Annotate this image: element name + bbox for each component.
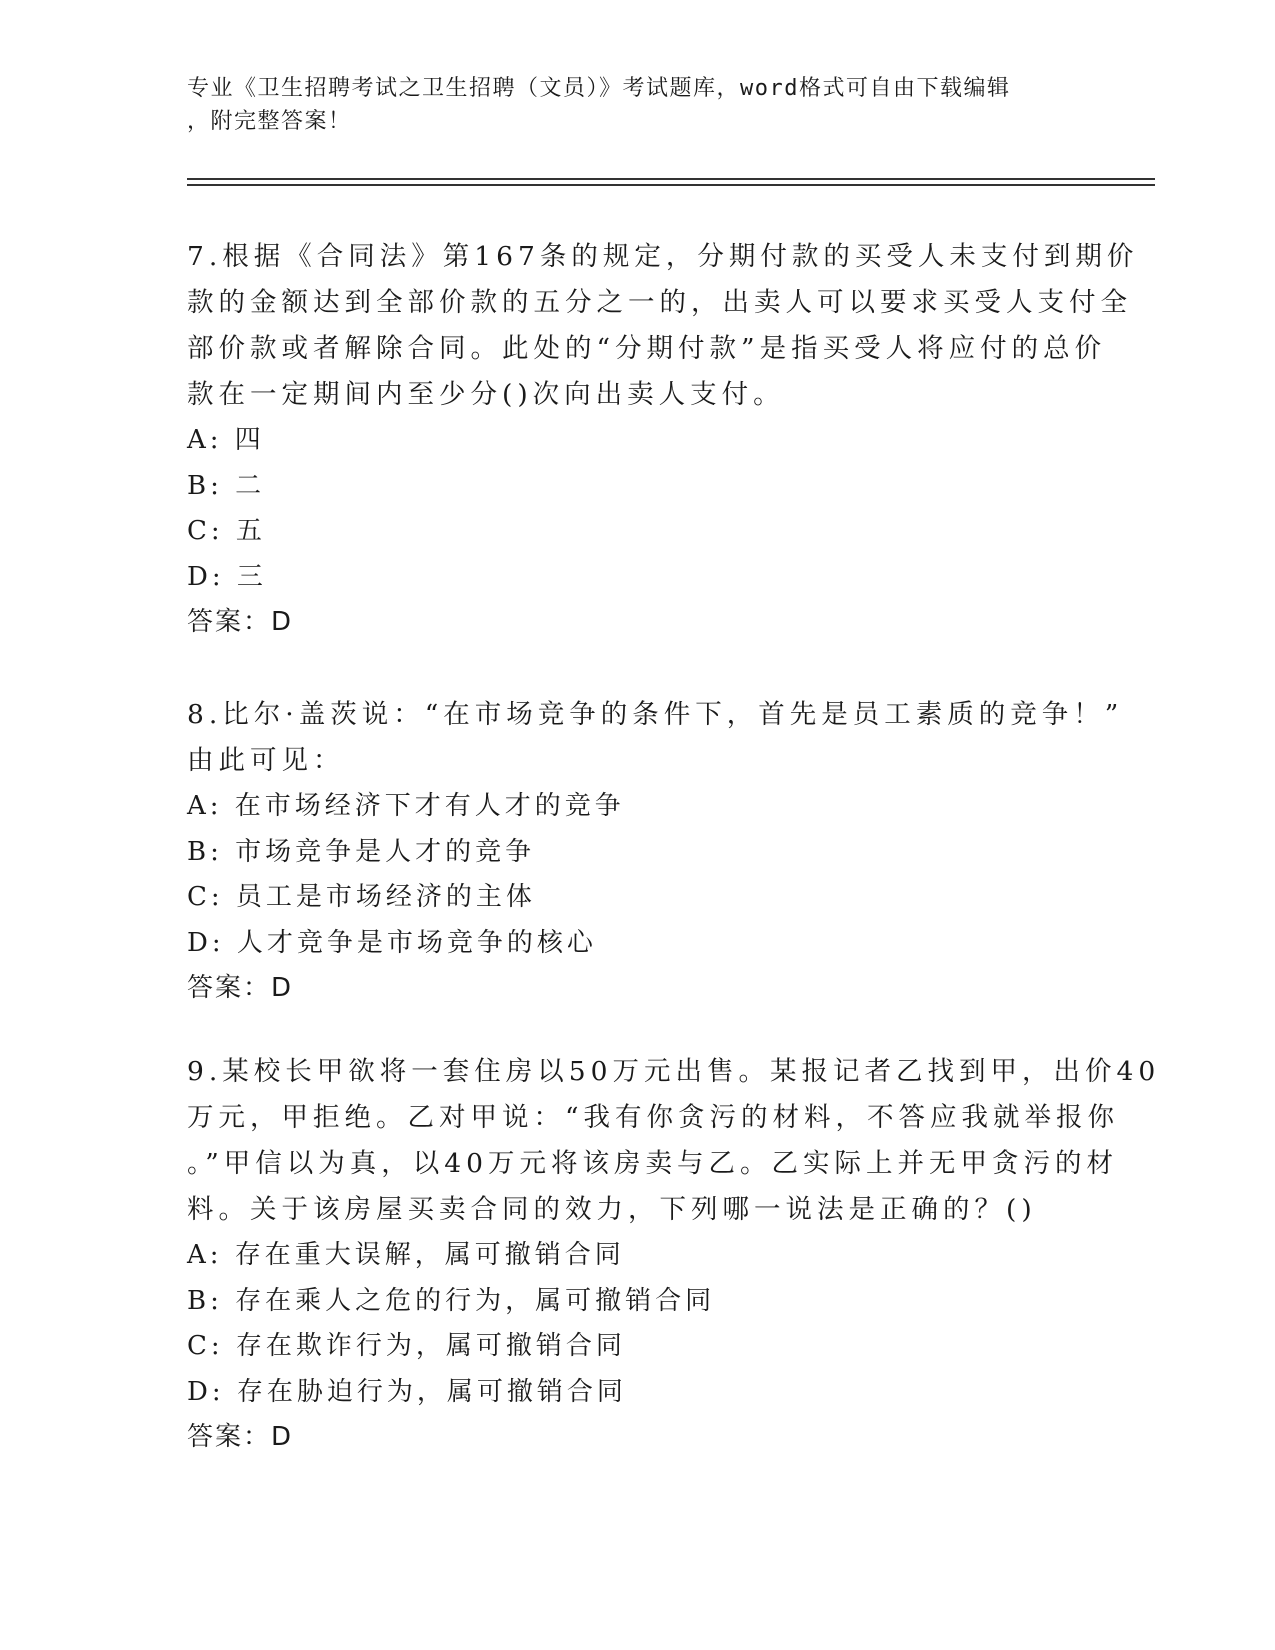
header-line: ，附完整答案！ [187, 109, 352, 134]
document-header [187, 72, 1067, 138]
option-d: D: 人才竞争是市场竞争的核心 [187, 927, 597, 958]
question-stem-line: 8.比尔·盖茨说：“在市场竞争的条件下，首先是员工素质的竞争！” [187, 699, 1124, 730]
question-7 [187, 234, 1139, 646]
question-stem-line: 9.某校长甲欲将一套住房以50万元出售。某报记者乙找到甲，出价40 [187, 1056, 1161, 1087]
option-b: B: 二 [187, 470, 266, 501]
option-a: A: 在市场经济下才有人才的竞争 [187, 791, 625, 821]
answer: 答案：D [187, 1422, 294, 1452]
header-line: 专业《卫生招聘考试之卫生招聘（文员）》考试题库，word格式可自由下载编辑 [187, 76, 1011, 101]
question-9 [187, 1049, 1161, 1461]
option-d: D: 三 [187, 561, 267, 592]
answer: 答案：D [187, 973, 294, 1003]
header-divider [187, 184, 1155, 186]
question-stem-line: 部价款或者解除合同。此处的“分期付款”是指买受人将应付的总价 [187, 333, 1107, 364]
question-stem-line: 万元，甲拒绝。乙对甲说：“我有你贪污的材料，不答应我就举报你 [187, 1102, 1120, 1133]
header-divider [187, 178, 1155, 180]
question-8 [187, 692, 1124, 1012]
option-a: A: 四 [187, 425, 265, 455]
option-c: C: 五 [187, 516, 266, 546]
question-stem-line: 款在一定期间内至少分()次向出卖人支付。 [187, 379, 785, 410]
question-stem-line: 款的金额达到全部价款的五分之一的，出卖人可以要求买受人支付全 [187, 287, 1132, 318]
answer: 答案：D [187, 607, 294, 637]
option-c: C: 存在欺诈行为，属可撤销合同 [187, 1331, 626, 1361]
question-stem-line: 。”甲信以为真，以40万元将该房卖与乙。乙实际上并无甲贪污的材 [187, 1148, 1119, 1179]
question-stem-line: 由此可见： [187, 745, 345, 776]
question-stem-line: 料。关于该房屋买卖合同的效力，下列哪一说法是正确的？() [187, 1194, 1037, 1225]
option-d: D: 存在胁迫行为，属可撤销合同 [187, 1376, 627, 1407]
option-b: B: 市场竞争是人才的竞争 [187, 836, 536, 867]
question-stem-line: 7.根据《合同法》第167条的规定，分期付款的买受人未支付到期价 [187, 241, 1139, 272]
option-c: C: 员工是市场经济的主体 [187, 882, 536, 912]
option-b: B: 存在乘人之危的行为，属可撤销合同 [187, 1285, 716, 1316]
option-a: A: 存在重大误解，属可撤销合同 [187, 1240, 625, 1270]
